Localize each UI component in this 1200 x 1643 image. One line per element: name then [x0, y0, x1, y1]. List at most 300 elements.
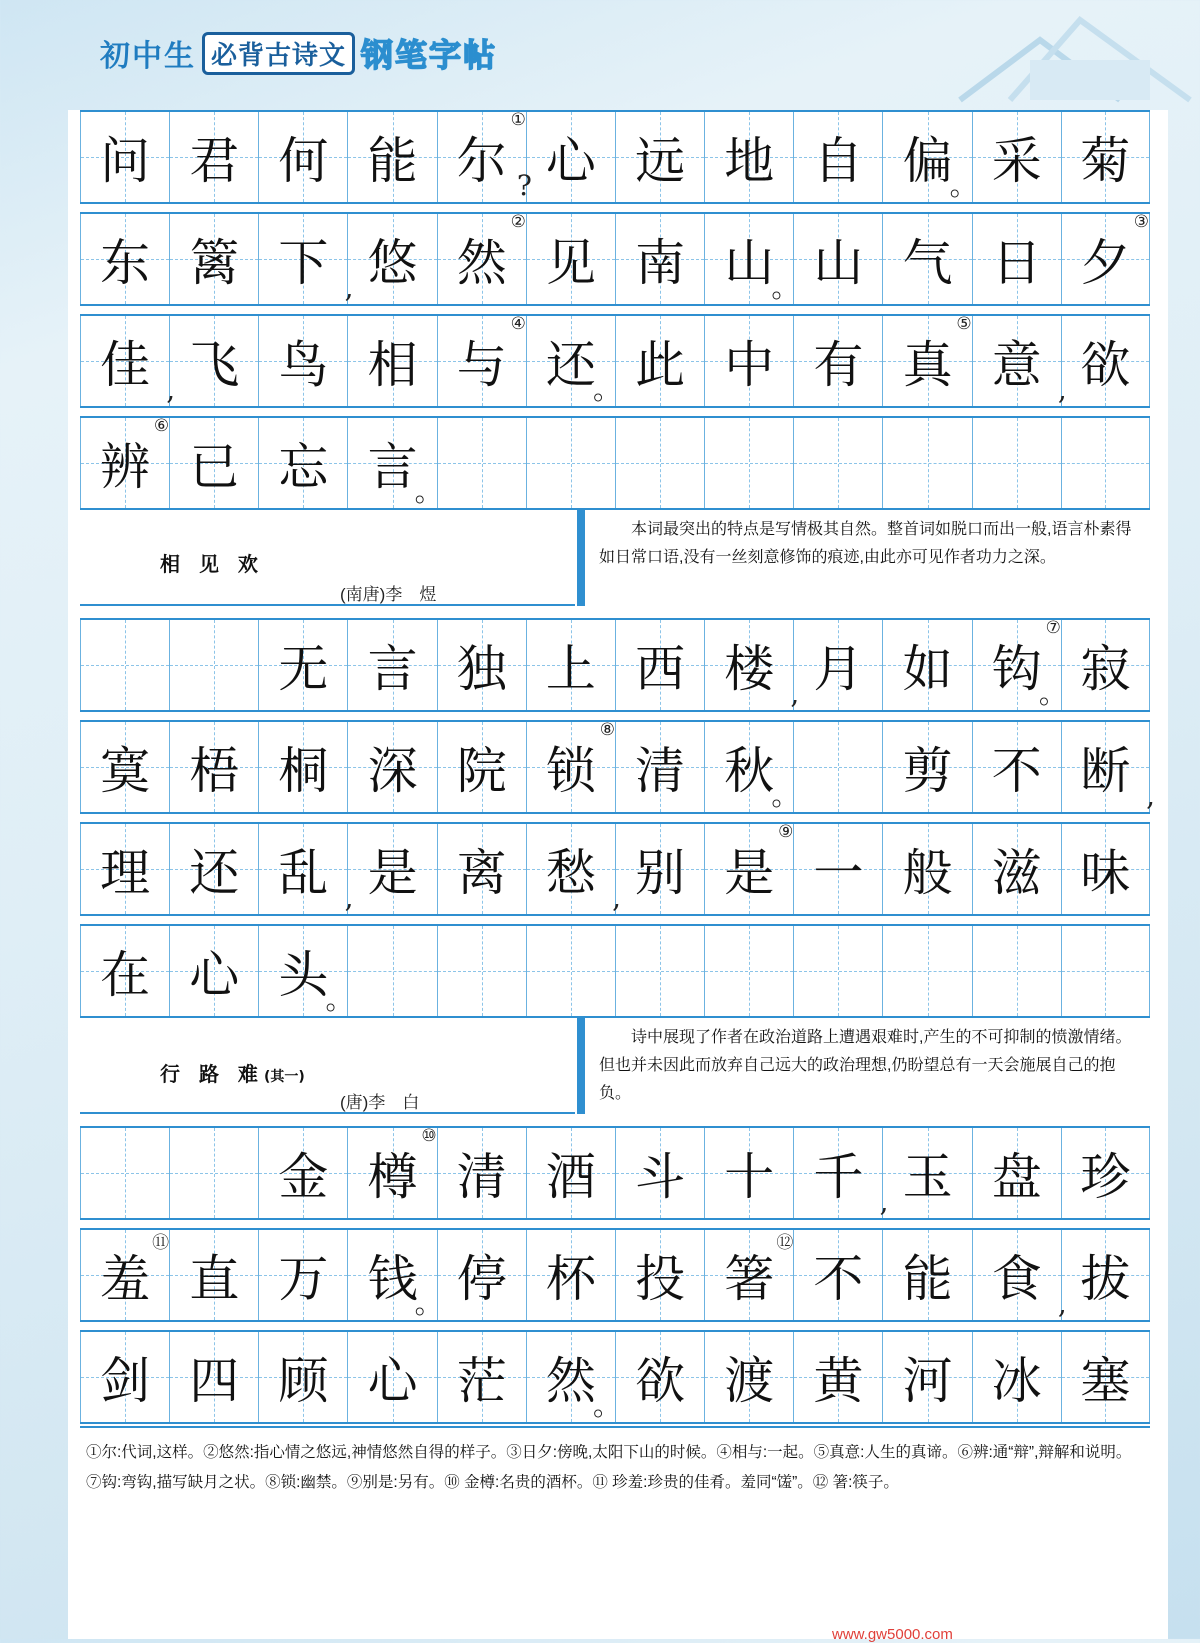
- grid-cell: [347, 926, 436, 1016]
- character: 楼: [724, 640, 775, 698]
- grid-cell: [437, 1332, 526, 1422]
- grid-cell: [80, 1230, 169, 1320]
- grid-cell: [347, 316, 436, 406]
- character: 还: [189, 844, 240, 902]
- punctuation: 。: [592, 373, 621, 406]
- commentary-note: 诗中展现了作者在政治道路上遭遇艰难时,产生的不可抑制的愤激情绪。但也并未因此而放弃自己远大的政治理想,仍盼望总有一天会施展自己的抱负。: [577, 1018, 1150, 1114]
- grid-cell: [169, 316, 258, 406]
- grid-cell: [344, 824, 436, 914]
- grid-cell: [704, 214, 800, 304]
- website-url: www.gw5000.com: [832, 1626, 953, 1643]
- grid-cell: [258, 1332, 347, 1422]
- grid-cell: [437, 926, 526, 1016]
- character: 心: [367, 1352, 418, 1410]
- character: 万: [278, 1250, 329, 1308]
- character: 河: [902, 1352, 953, 1410]
- punctuation: 。: [414, 1287, 443, 1320]
- grid-cell: [972, 618, 1067, 710]
- grid-cell: [704, 1332, 793, 1422]
- grid-cell: [169, 1332, 258, 1422]
- footnote-marker: ⑪: [152, 1233, 170, 1253]
- grid-cell: [526, 1128, 615, 1218]
- punctuation: ,: [612, 881, 621, 914]
- grid-cell: [437, 1128, 526, 1218]
- grid-cell: [882, 316, 971, 406]
- grid-cell: [258, 418, 347, 508]
- header-title-1: 初中生: [100, 39, 196, 74]
- grid-cell: [80, 316, 176, 406]
- character: 离: [456, 844, 507, 902]
- grid-cell: [347, 1230, 443, 1320]
- grid-cell: [793, 1128, 889, 1218]
- character: 直: [189, 1250, 240, 1308]
- divider: [80, 1112, 575, 1114]
- character: 投: [635, 1250, 686, 1308]
- grid-cell: [704, 112, 793, 202]
- punctuation: 。: [414, 475, 443, 508]
- grid-cell: [972, 316, 1067, 406]
- character: 月: [813, 640, 864, 698]
- grid-cell: [437, 1230, 526, 1320]
- grid-cell: [169, 112, 258, 202]
- book-header: [100, 28, 497, 78]
- grid-cell: [258, 722, 347, 812]
- character: 然: [456, 234, 507, 292]
- grid-cell: [80, 112, 169, 202]
- grid-cell: [1061, 824, 1150, 914]
- grid-cell: [882, 214, 971, 304]
- grid-cell: [437, 418, 526, 508]
- grid-cell: [704, 620, 800, 710]
- punctuation: ,: [1057, 1287, 1067, 1320]
- grid-cell: [972, 722, 1061, 812]
- character: 西: [635, 640, 686, 698]
- grid-cell: [882, 1230, 971, 1320]
- grid-row: [80, 1330, 1150, 1424]
- grid-cell: [882, 722, 971, 812]
- grid-cell: [882, 824, 971, 914]
- grid-cell: [793, 1332, 882, 1422]
- grid-cell: [972, 214, 1061, 304]
- building-illustration: [900, 0, 1200, 110]
- grid-cell: [1061, 418, 1150, 508]
- grid-cell: [347, 418, 443, 508]
- grid-cell: [258, 316, 347, 406]
- grid-cell: [1061, 316, 1150, 406]
- grid-cell: [1061, 1128, 1150, 1218]
- grid-cell: [615, 316, 704, 406]
- grid-cell: [258, 620, 347, 710]
- grid-cell: [258, 1230, 347, 1320]
- grid-cell: [704, 1128, 793, 1218]
- grid-cell: [704, 418, 793, 508]
- grid-cell: [1061, 214, 1150, 304]
- grid-cell: [879, 1128, 971, 1218]
- grid-cell: [526, 824, 621, 914]
- footnote-marker: ⑦: [1045, 618, 1061, 638]
- character: 羞: [100, 1250, 151, 1308]
- character: 问: [100, 132, 151, 190]
- grid-cell: [169, 926, 258, 1016]
- character: 钩: [991, 640, 1042, 698]
- character: 忘: [278, 438, 329, 496]
- character: 南: [635, 234, 686, 292]
- character: 头: [278, 946, 329, 1004]
- grid-cell: [169, 824, 258, 914]
- grid-row: [80, 314, 1150, 408]
- character: 般: [902, 844, 953, 902]
- character: 远: [635, 132, 686, 190]
- character: 山: [813, 234, 864, 292]
- character: 食: [991, 1250, 1042, 1308]
- header-title-2: 必背古诗文: [202, 32, 355, 75]
- character: 佳: [100, 336, 151, 394]
- grid-cell: [972, 112, 1061, 202]
- footnote-marker: ⑨: [778, 822, 794, 842]
- character: 鸟: [278, 336, 329, 394]
- grid-cell: [615, 418, 704, 508]
- punctuation: ,: [790, 677, 800, 710]
- footnote-marker: ⑥: [153, 416, 170, 436]
- character: 深: [367, 742, 418, 800]
- character: 珍: [1080, 1148, 1131, 1206]
- grid-cell: [169, 1128, 258, 1218]
- grid-cell: [793, 824, 882, 914]
- character: 滋: [991, 844, 1042, 902]
- character: 菊: [1080, 132, 1131, 190]
- grid-cell: [972, 824, 1061, 914]
- grid-cell: [347, 1128, 436, 1218]
- character: 是: [367, 844, 418, 902]
- grid-cell: [972, 1230, 1067, 1320]
- grid-cell: [882, 112, 978, 202]
- grid-cell: [882, 926, 971, 1016]
- grid-row: [80, 212, 1150, 306]
- poem-title: [160, 1058, 305, 1087]
- grid-row: [80, 822, 1150, 916]
- character: 樽: [367, 1148, 418, 1206]
- footnotes: ①尔:代词,这样。②悠然:指心情之悠远,神情悠然自得的样子。③日夕:傍晚,太阳下山的时候。④相与:一起。⑤真意:人生的真谛。⑥辨:通“辩”,辩解和说明。⑦钩:弯钩,描写缺月之状。⑧锁:幽禁。⑨别是:另有。⑩ 金樽:名贵的酒杯。⑪ 珍羞:珍贵的佳肴。羞同“馐”。⑫ 箸:筷子。: [80, 1426, 1150, 1508]
- footnote-marker: ④: [510, 314, 526, 334]
- character: 金: [278, 1148, 329, 1206]
- grid-cell: [526, 112, 615, 202]
- grid-cell: [882, 418, 971, 508]
- grid-cell: [526, 926, 615, 1016]
- character: 寂: [1080, 640, 1131, 698]
- character: 言: [367, 640, 418, 698]
- grid-cell: [347, 1332, 436, 1422]
- grid-cell: [80, 418, 169, 508]
- grid-cell: [1061, 620, 1150, 710]
- character: 愁: [545, 844, 596, 902]
- grid-cell: [258, 1128, 347, 1218]
- punctuation: 。: [771, 271, 800, 304]
- character: 剑: [100, 1352, 151, 1410]
- character: 已: [189, 438, 240, 496]
- character: 真: [902, 336, 953, 394]
- character: 斗: [635, 1148, 686, 1206]
- character: 夕: [1080, 234, 1131, 292]
- character: 悠: [367, 234, 418, 292]
- character: 采: [991, 132, 1042, 190]
- punctuation: 。: [592, 1389, 621, 1422]
- character: 清: [456, 1148, 507, 1206]
- grid-cell: [526, 620, 615, 710]
- grid-row: [80, 720, 1155, 814]
- grid-cell: [615, 722, 704, 812]
- grid-cell: [80, 722, 169, 812]
- grid-cell: [344, 214, 436, 304]
- poem-title-text: 行 路 难: [160, 1062, 264, 1086]
- grid-cell: [437, 214, 526, 304]
- character: 断: [1080, 742, 1131, 800]
- grid-cell: [1061, 1332, 1150, 1422]
- character: 盘: [991, 1148, 1042, 1206]
- character: 顾: [278, 1352, 329, 1410]
- character: 千: [813, 1148, 864, 1206]
- character: 何: [278, 132, 329, 190]
- character: 不: [991, 742, 1042, 800]
- punctuation: 。: [325, 983, 354, 1016]
- punctuation: ,: [1057, 373, 1067, 406]
- character: 秋: [724, 742, 775, 800]
- character: 心: [189, 946, 240, 1004]
- grid-cell: [793, 316, 882, 406]
- grid-cell: [615, 1332, 704, 1422]
- character: 还: [545, 336, 596, 394]
- grid-cell: [526, 418, 615, 508]
- character: 无: [278, 640, 329, 698]
- grid-cell: [169, 214, 258, 304]
- character: 理: [100, 844, 151, 902]
- character: 与: [456, 336, 507, 394]
- poem-author: (南唐)李 煜: [340, 585, 437, 604]
- grid-cell: [793, 112, 882, 202]
- character: 箸: [724, 1250, 775, 1308]
- grid-cell: [80, 824, 169, 914]
- grid-row: [80, 1228, 1150, 1322]
- grid-cell: [615, 214, 704, 304]
- grid-cell: [704, 824, 793, 914]
- grid-cell: [1061, 1230, 1150, 1320]
- grid-cell: [258, 824, 354, 914]
- grid-cell: [347, 620, 436, 710]
- poem-title: 相 见 欢: [160, 552, 264, 576]
- footnote-marker: ⑧: [599, 720, 615, 740]
- grid-cell: [793, 926, 882, 1016]
- grid-cell: [80, 1128, 169, 1218]
- grid-cell: [704, 926, 793, 1016]
- grid-cell: [526, 214, 615, 304]
- character: 味: [1080, 844, 1131, 902]
- punctuation: ,: [344, 881, 354, 914]
- grid-cell: [793, 214, 882, 304]
- grid-cell: [169, 722, 258, 812]
- character: 气: [902, 234, 953, 292]
- character: 十: [724, 1148, 775, 1206]
- grid-cell: [704, 1230, 793, 1320]
- character: 别: [635, 844, 686, 902]
- grid-cell: [704, 722, 800, 812]
- character: 黄: [813, 1352, 864, 1410]
- grid-cell: [437, 110, 532, 202]
- commentary-note: 本词最突出的特点是写情极其自然。整首词如脱口而出一般,语言朴素得如日常口语,没有一丝刻意修饰的痕迹,由此亦可见作者功力之深。: [577, 510, 1150, 606]
- grid-cell: [793, 620, 882, 710]
- divider: [80, 604, 575, 606]
- punctuation: ,: [879, 1185, 889, 1218]
- character: 停: [456, 1250, 507, 1308]
- grid-cell: [972, 1128, 1061, 1218]
- grid-cell: [526, 316, 621, 406]
- punctuation: 。: [771, 779, 800, 812]
- character: 渡: [724, 1352, 775, 1410]
- punctuation: ,: [344, 271, 354, 304]
- character: 飞: [189, 336, 240, 394]
- character: 东: [100, 234, 151, 292]
- poem-subtitle: (其一): [263, 1069, 305, 1085]
- character: 玉: [902, 1148, 953, 1206]
- grid-cell: [882, 1332, 971, 1422]
- character: 能: [902, 1250, 953, 1308]
- character: 意: [991, 336, 1042, 394]
- grid-cell: [1061, 112, 1150, 202]
- character: 一: [813, 844, 864, 902]
- grid-cell: [793, 418, 882, 508]
- footnote-marker: ⑫: [776, 1233, 794, 1253]
- character: 中: [724, 336, 775, 394]
- character: 冰: [991, 1352, 1042, 1410]
- grid-cell: [793, 1230, 882, 1320]
- grid-cell: [1061, 722, 1155, 812]
- character: 剪: [902, 742, 953, 800]
- character: 拔: [1080, 1250, 1131, 1308]
- grid-cell: [437, 824, 526, 914]
- grid-cell: [169, 620, 258, 710]
- grid-cell: [972, 926, 1061, 1016]
- grid-cell: [615, 620, 704, 710]
- footnote-marker: ⑩: [421, 1126, 437, 1146]
- character: 有: [813, 336, 864, 394]
- character: 是: [724, 844, 775, 902]
- character: 君: [189, 132, 240, 190]
- punctuation: ,: [166, 373, 176, 406]
- footnote-marker: ③: [1133, 212, 1149, 232]
- grid-row: [80, 924, 1150, 1018]
- punctuation: ?: [516, 169, 532, 202]
- grid-cell: [615, 1230, 704, 1320]
- character: 然: [545, 1352, 596, 1410]
- grid-cell: [437, 316, 526, 406]
- character: 不: [813, 1250, 864, 1308]
- grid-cell: [169, 1230, 258, 1320]
- grid-cell: [526, 722, 615, 812]
- footnote-marker: ⑤: [956, 314, 972, 334]
- grid-cell: [258, 214, 354, 304]
- footnote-marker: ②: [510, 212, 526, 232]
- character: 尔: [456, 132, 507, 190]
- grid-cell: [80, 926, 169, 1016]
- punctuation: ,: [1146, 779, 1155, 812]
- grid-cell: [80, 1332, 169, 1422]
- grid-cell: [526, 1230, 615, 1320]
- character: 四: [189, 1352, 240, 1410]
- character: 塞: [1080, 1352, 1131, 1410]
- grid-cell: [347, 112, 436, 202]
- character: 独: [456, 640, 507, 698]
- character: 梧: [189, 742, 240, 800]
- character: 上: [545, 640, 596, 698]
- character: 寞: [100, 742, 151, 800]
- character: 能: [367, 132, 418, 190]
- character: 欲: [1080, 336, 1131, 394]
- character: 辨: [100, 438, 151, 496]
- character: 言: [367, 438, 418, 496]
- character: 日: [991, 234, 1042, 292]
- character: 山: [724, 234, 775, 292]
- grid-cell: [615, 824, 704, 914]
- grid-cell: [615, 112, 704, 202]
- grid-row: [80, 110, 1150, 204]
- grid-row: [80, 416, 1150, 510]
- character: 锁: [545, 742, 596, 800]
- section-xinglunan: [80, 1018, 1150, 1114]
- grid-cell: [882, 620, 971, 710]
- character: 此: [635, 336, 686, 394]
- grid-cell: [437, 722, 526, 812]
- character: 自: [813, 132, 864, 190]
- grid-cell: [972, 418, 1061, 508]
- character: 桐: [278, 742, 329, 800]
- grid-cell: [972, 1332, 1061, 1422]
- header-title-3: 钢笔字帖: [361, 36, 498, 74]
- character: 钱: [367, 1250, 418, 1308]
- grid-cell: [258, 112, 347, 202]
- grid-row: [80, 618, 1150, 712]
- character: 下: [278, 234, 329, 292]
- punctuation: 。: [1038, 677, 1067, 710]
- character: 见: [545, 234, 596, 292]
- character: 院: [456, 742, 507, 800]
- character: 酒: [545, 1148, 596, 1206]
- grid-row: [80, 1126, 1150, 1220]
- character: 相: [367, 336, 418, 394]
- character: 如: [902, 640, 953, 698]
- copybook-page: [68, 110, 1168, 1643]
- character: 地: [724, 132, 775, 190]
- grid-cell: [615, 1128, 704, 1218]
- grid-cell: [526, 1332, 621, 1422]
- grid-cell: [1061, 926, 1150, 1016]
- character: 在: [100, 946, 151, 1004]
- grid-cell: [80, 620, 169, 710]
- grid-cell: [80, 214, 169, 304]
- grid-cell: [704, 316, 793, 406]
- grid-cell: [615, 926, 704, 1016]
- character: 清: [635, 742, 686, 800]
- grid-cell: [169, 418, 258, 508]
- character: 乱: [278, 844, 329, 902]
- grid-cell: [793, 722, 882, 812]
- character: 杯: [545, 1250, 596, 1308]
- poem-author: (唐)李 白: [340, 1093, 420, 1112]
- grid-cell: [258, 926, 354, 1016]
- grid-cell: [437, 620, 526, 710]
- character: 偏: [902, 132, 953, 190]
- character: 欲: [635, 1352, 686, 1410]
- character: 心: [545, 132, 596, 190]
- section-xiangjianhuan: [80, 510, 1150, 606]
- punctuation: 。: [949, 169, 978, 202]
